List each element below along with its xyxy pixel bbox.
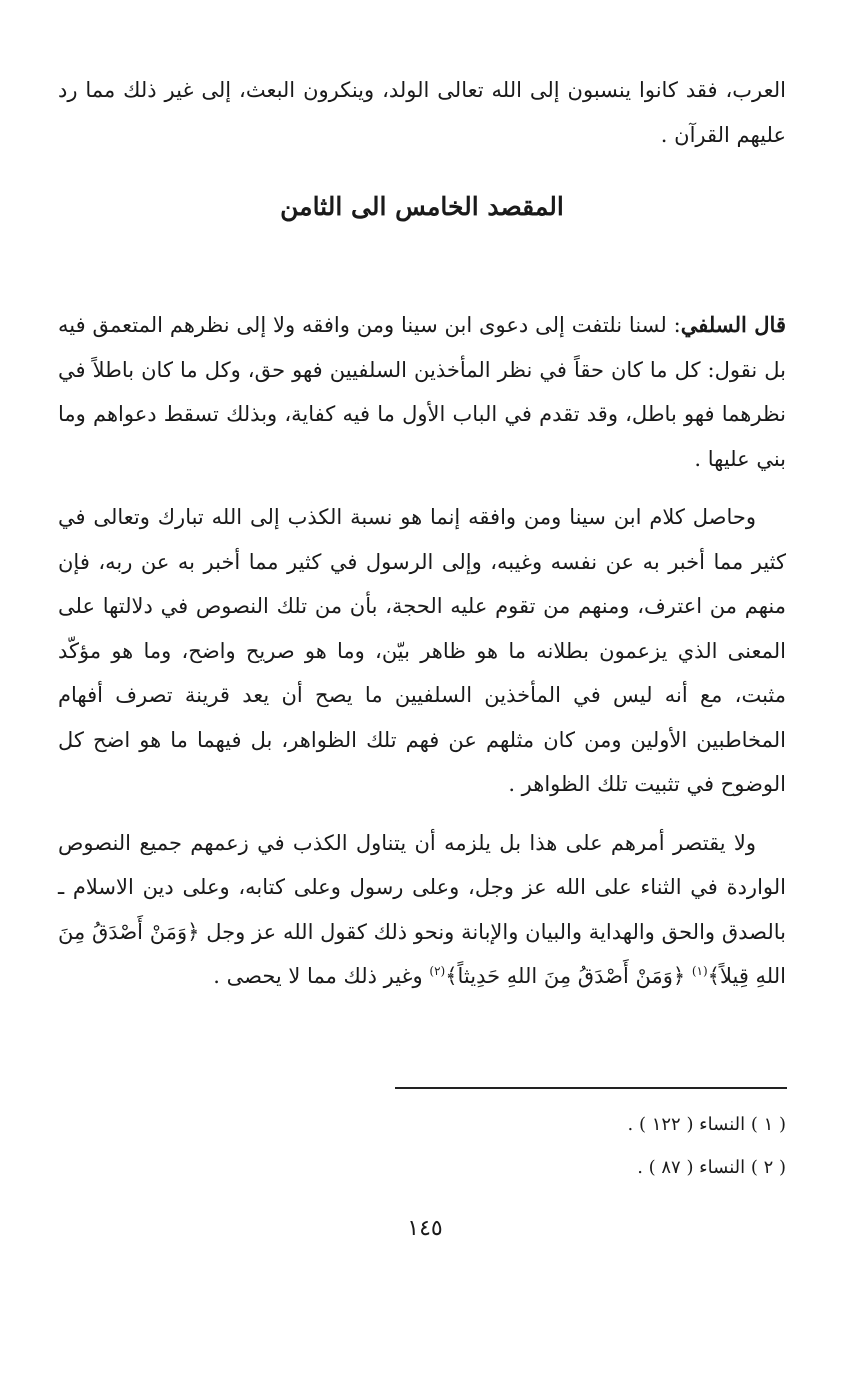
paragraph-salafi-argument [58, 303, 786, 481]
footnote-ref-2: (٢) [429, 964, 446, 978]
footnote-1: ( ١ ) النساء ( ١٢٢ ) . [627, 1114, 786, 1135]
quran-verse-2: ﴿وَمَنْ أَصْدَقُ مِنَ اللهِ حَدِيثاً﴾ [445, 964, 686, 988]
intro-paragraph: العرب، فقد كانوا ينسبون إلى الله تعالى الولد، وينكرون البعث، إلى غير ذلك مما رد عليهم القرآن . [58, 78, 786, 147]
paragraph-consequence [58, 821, 786, 999]
paragraph-summary: وحاصل كلام ابن سينا ومن وافقه إنما هو نسبة الكذب إلى الله تبارك وتعالى في كثير مما أخبر به عن نفسه وغيبه، وإلى الرسول في كثير مما أخبر به عن ربه، فإن منهم من اعترف، ومنهم من تقوم عليه الحجة، بأن من تلك النصوص في دلالتها على المعنى الذي يزعمون بطلانه ما هو ظاهر بيّن، وما هو صريح واضح، وما هو مؤكّد مثبت، مع أنه ليس في المأخذين السلفيين ما يصح أن يعد قرينة تصرف أفهام المخاطبين الأولين ومن كان مثلهم عن فهم تلك الظواهر، بل فيهما ما هو اضح كل الوضوح في تثبيت تلك الظواهر . [58, 505, 787, 796]
section-heading: المقصد الخامس الى الثامن [280, 192, 564, 221]
paragraph-text-end: وغير ذلك مما لا يحصى . [213, 964, 423, 988]
paragraph-lead: قال السلفي [680, 312, 786, 337]
paragraph-text: ولا يقتصر أمرهم على هذا بل يلزمه أن يتناول الكذب في زعمهم جميع النصوص الواردة في الثناء على الله عز وجل، وعلى رسول وعلى كتابه، وعلى دين الاسلام ـ بالصدق والحق والهداية والبيان والإبانة ونحو ذلك كقول الله عز وجل [58, 830, 786, 944]
page-number: ١٤٥ [407, 1216, 443, 1241]
footnote-2: ( ٢ ) النساء ( ٨٧ ) . [637, 1157, 786, 1178]
page-body [58, 68, 786, 999]
footnote-ref-1: (١) [691, 964, 708, 978]
footnotes [628, 1103, 786, 1189]
quran-verse-1: ﴿وَمَنْ أَصْدَقُ مِنَ اللهِ قِيلاً﴾ [58, 919, 786, 988]
paragraph-text: : لسنا نلتفت إلى دعوى ابن سينا ومن وافقه ولا إلى نظرهم المتعمق فيه بل نقول: كل ما كان حقاً في نظر المأخذين السلفيين فهو حق، وكل ما كان باطلاً في نظرهما فهو باطل، وقد تقدم في الباب الأول ما فيه كفاية، وبذلك تسقط دعواهم وما بني عليها . [58, 313, 786, 471]
footnote-divider [395, 1087, 787, 1089]
